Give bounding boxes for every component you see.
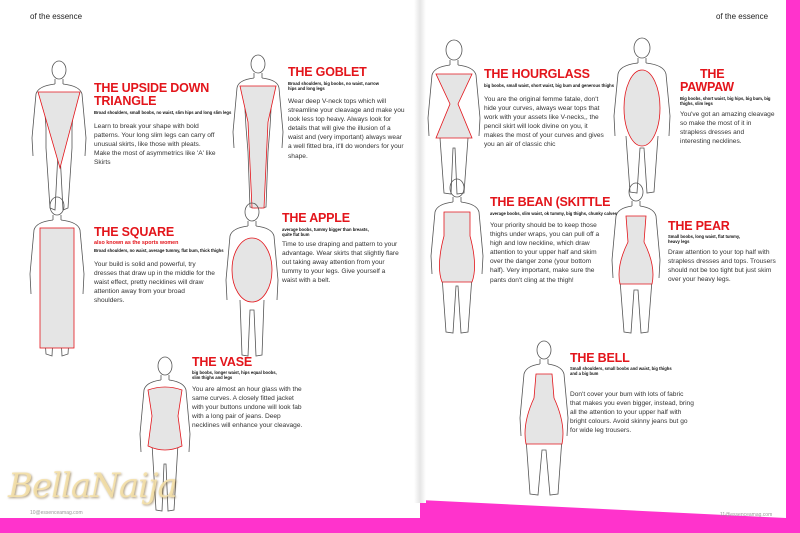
sub-upside-down-triangle: Broad shoulders, small boobs, no waist, slim hips and long slim legs bbox=[94, 110, 232, 115]
body-bean: Your priority should be to keep those thighs under wraps, you can pull off a high and low neckline, which draw attention to your upper half and skim over the danger zone (your bottom half). Very important, make sure the pants don't cling at the thigh! bbox=[490, 222, 600, 284]
title-hourglass: THE HOURGLASS bbox=[484, 67, 590, 81]
body-goblet: Wear deep V-neck tops which will streamline your cleavage and make you look less top heavy. Always look for details that will give the illusion of a waist and (very important) always wear a well fitted bra, it'll do wonders for your shape. bbox=[288, 98, 405, 160]
title-pawpaw-line2: PAWPAW bbox=[680, 80, 734, 94]
figure-hourglass bbox=[424, 38, 484, 198]
sub-pawpaw: Big boobs, short waist, big hips, big bum, big thighs, slim legs bbox=[680, 96, 771, 107]
header-right: of the essence bbox=[716, 12, 769, 21]
title-pawpaw-line1: THE bbox=[700, 67, 725, 81]
sub-vase: big boobs, longer waist, hips equal boobs, slim thighs and legs bbox=[192, 370, 277, 381]
body-vase: You are almost an hour glass with the same curves. A closely fitted jacket with your buttons undone will look fab with a long pair of jeans. Deep necklines will enhance your cleavage. bbox=[192, 386, 303, 430]
title-bell: THE BELL bbox=[570, 351, 630, 365]
header-left: of the essence bbox=[30, 12, 83, 21]
figure-pawpaw bbox=[608, 36, 676, 198]
sub-square: Broad shoulders, no waist, average tummy, flat bum, thick thighs bbox=[94, 248, 224, 253]
footer-right: 11@essenceamag.com bbox=[720, 512, 773, 518]
title-vase: THE VASE bbox=[192, 355, 252, 369]
aka-square: also known as the sports women bbox=[94, 240, 179, 246]
sub-bell: Small shoulders, small boobs and waist, big thighs and a big bum bbox=[570, 366, 672, 377]
body-pawpaw: You've got an amazing cleavage so make the most of it in strapless dresses and interesting necklines. bbox=[680, 111, 775, 146]
title-square: THE SQUARE bbox=[94, 225, 174, 239]
sub-hourglass: big boobs, small waist, short waist, big bum and generous thighs bbox=[484, 83, 615, 88]
body-apple: Time to use draping and pattern to your advantage. Wear skirts that slightly flare out taking away attention from your tummy to your legs. Give yourself a waist with a belt. bbox=[282, 241, 399, 285]
figure-apple bbox=[220, 200, 284, 360]
body-hourglass: You are the original femme fatale, don't hide your curves, always wear tops that work with your assets like V-necks,, the pencil skirt will look divine on you, it makes the most of your curves and gives you an air of classic chic bbox=[484, 96, 604, 149]
sub-pear: Small boobs, long waist, flat tummy, heavy legs bbox=[668, 234, 741, 245]
figure-bell bbox=[512, 338, 576, 500]
sub-bean: average boobs, slim waist, ok tummy, big thighs, chunky calves bbox=[490, 211, 617, 216]
figure-bean bbox=[426, 176, 488, 338]
body-square: Your build is solid and powerful, try dresses that draw up in the middle for the waist effect, pretty necklines will draw attention away from your broad shoulders. bbox=[94, 261, 215, 305]
right-page-edge bbox=[420, 470, 786, 533]
figure-square bbox=[24, 194, 90, 360]
title-apple: THE APPLE bbox=[282, 211, 350, 225]
title-goblet: THE GOBLET bbox=[288, 65, 367, 79]
title-upside-down-triangle-line2: TRIANGLE bbox=[94, 94, 157, 108]
figure-pear bbox=[604, 180, 668, 338]
title-pear: THE PEAR bbox=[668, 219, 730, 233]
figure-goblet bbox=[228, 52, 288, 214]
sub-apple: average boobs, tummy bigger than breasts, quite flat bum bbox=[282, 227, 369, 238]
title-bean: THE BEAN (SKITTLE bbox=[490, 195, 611, 209]
footer-left: 10@essenceamag.com bbox=[30, 510, 83, 516]
title-upside-down-triangle-line1: THE UPSIDE DOWN bbox=[94, 81, 210, 95]
body-pear: Draw attention to your top half with strapless dresses and tops. Trousers should not be too tight but just skim over your heavy legs. bbox=[668, 249, 776, 284]
watermark-logo: BellaNaija bbox=[8, 466, 177, 506]
body-upside-down-triangle: Learn to break your shape with bold patterns. Your long slim legs can carry off unusual skirts, like those with pleats. Make the most of asymmetrics like 'A' like Skirts bbox=[94, 123, 216, 167]
body-bell: Don't cover your bum with lots of fabric that makes you even bigger, instead, bring all the attention to your upper half with bright colours. Avoid skinny jeans but go for wide leg trousers. bbox=[570, 391, 694, 435]
sub-goblet: Broad shoulders, big boobs, no waist, narrow hips and long legs bbox=[288, 81, 379, 92]
